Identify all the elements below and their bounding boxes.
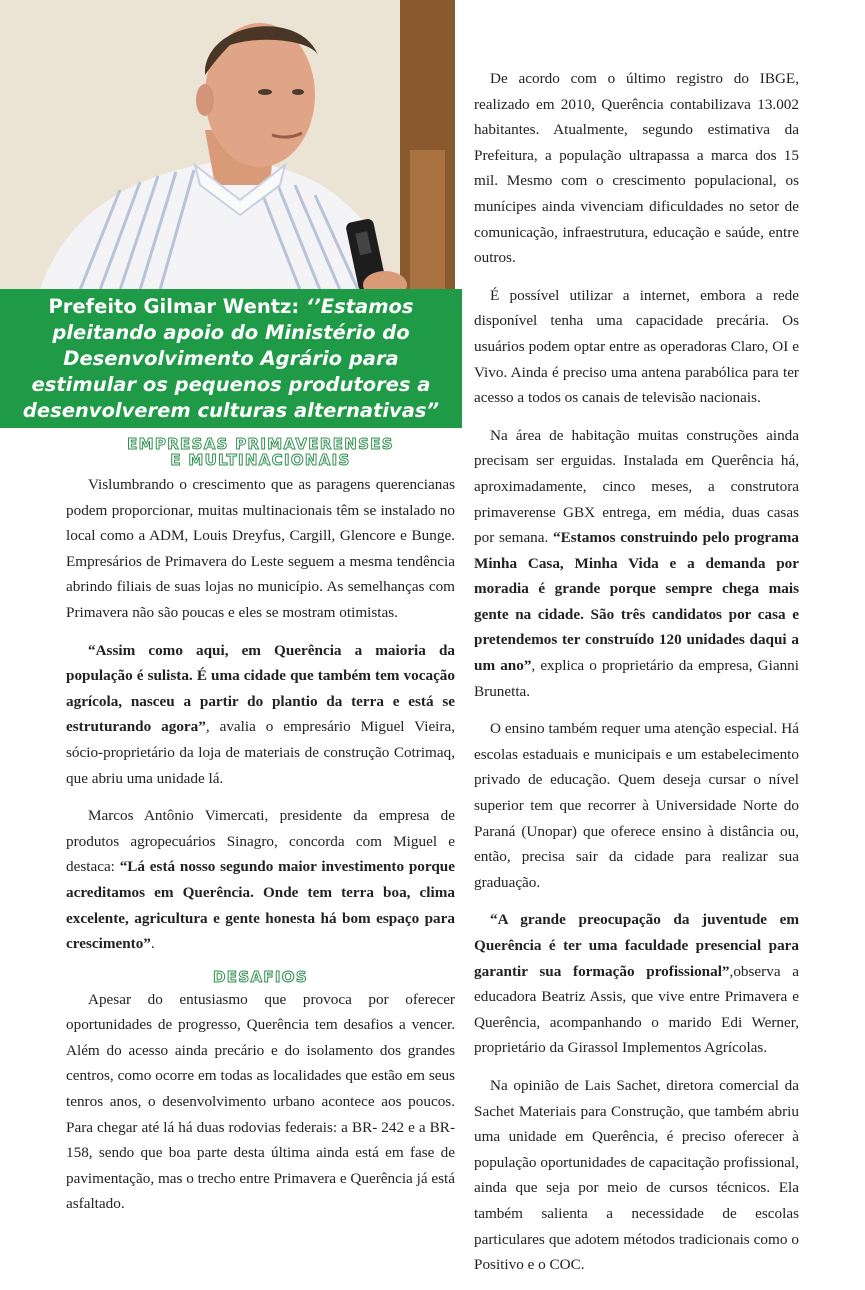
quote-text: “Assim como aqui, em Querência a maioria da população é sulista. É uma cidade que também tem vocação agrícola, nasceu a partir do plantio da terra e está se estruturando agora” xyxy=(66,641,455,736)
mayor-photo xyxy=(0,0,455,290)
paragraph xyxy=(66,638,455,792)
caption-lead: Prefeito Gilmar Wentz: xyxy=(48,294,300,318)
left-column xyxy=(66,436,455,1229)
paragraph: Na opinião de Lais Sachet, diretora comercial da Sachet Materiais para Construção, que também abriu uma unidade em Querência, é preciso oferecer à população oportunidades de capacitação profissional, ainda que seja por meio de cursos técnicos. Ela também salienta a necessidade de escolas particulares que adotem métodos tradicionais como o Positivo e o COC. xyxy=(474,1076,799,1274)
paragraph: Vislumbrando o crescimento que as paragens querencianas podem proporcionar, muitas multinacionais têm se instalado no local como a ADM, Louis Dreyfus, Cargill, Glencore e Bunge. Empresários de Primavera do Leste seguem a mesma tendência abrindo filiais de suas lojas no município. As semelhanças com Primavera não são poucas e eles se mostram otimistas. xyxy=(66,476,455,621)
paragraph xyxy=(474,907,799,1061)
paragraph-text: . xyxy=(150,935,155,953)
paragraph-text: Marcos Antônio Vimercati, presidente da empresa de produtos agropecuários Sinagro, concorda com Miguel e destaca: xyxy=(66,807,455,876)
paragraph-text: , avalia o empresário Miguel Vieira, sócio-proprietário da loja de materiais de construção Cotrimaq, que abriu uma unidade lá. xyxy=(66,718,455,787)
quote-text: “Estamos construindo pelo programa Minha Casa, Minha Vida e a demanda por moradia é grande porque sempre chega mais gente na cidade. São três candidatos por casa e pretendemos ter construído 120 unidades daqui a um ano” xyxy=(474,529,799,675)
paragraph-text: , explica o proprietário da empresa, Gianni Brunetta. xyxy=(474,657,799,700)
right-column xyxy=(474,66,799,1290)
caption-box xyxy=(0,289,462,428)
portrait-photo-icon xyxy=(0,0,455,290)
paragraph: É possível utilizar a internet, embora a rede disponível tenha uma capacidade precária. Os usuários podem optar entre as operadoras Claro, OI e Vivo. Ainda é preciso uma antena parabólica para ter acesso a todos os canais de televisão nacionais. xyxy=(474,286,799,407)
section-heading-empresas xyxy=(66,436,455,468)
heading-line-2: E MULTINACIONAIS xyxy=(170,451,351,469)
paragraph-text: ,observa a educadora Beatriz Assis, que vive entre Primavera e Querência, acompanhando o marido Edi Werner, proprietário da Girassol Implementos Agrícolas. xyxy=(474,962,799,1057)
quote-text: “Lá está nosso segundo maior investimento porque acreditamos em Querência. Onde tem terra boa, clima excelente, agricultura e gente honesta há bom espaço para crescimento” xyxy=(66,858,455,953)
paragraph: Apesar do entusiasmo que provoca por oferecer oportunidades de progresso, Querência tem desafios a vencer. Além do acesso ainda precário e do isolamento dos grandes centros, como ocorre em todas as localidades que estão em seus tenros anos, o desenvolvimento urbano acontece aos poucos. Para chegar até lá há duas rodovias federais: a BR- 242 e a BR-158, sendo que boa parte desta última ainda está em fase de pavimentação, mas o trecho entre Primavera e Querência já está asfaltado. xyxy=(66,990,455,1213)
caption-quote: ‘’Estamos pleitando apoio do Ministério do Desenvolvimento Agrário para estimular os pequenos produtores a desenvolverem culturas alternativas” xyxy=(22,294,440,422)
paragraph xyxy=(66,803,455,957)
paragraph: De acordo com o último registro do IBGE, realizado em 2010, Querência contabilizava 13.002 habitantes. Atualmente, segundo estimativa da Prefeitura, a população ultrapassa a marca dos 15 mil. Mesmo com o crescimento populacional, os munícipes ainda vivenciam dificuldades no setor de comunicação, infraestrutura, educação e saúde, entre outros. xyxy=(474,70,799,267)
paragraph xyxy=(474,423,799,705)
photo-caption xyxy=(14,294,448,424)
section-heading-desafios: DESAFIOS xyxy=(213,967,308,986)
quote-text: “A grande preocupação da juventude em Querência é ter uma faculdade presencial para garantir sua formação profissional” xyxy=(474,911,799,980)
paragraph-text: Na área de habitação muitas construções ainda precisam ser erguidas. Instalada em Querência há, aproximadamente, cinco meses, a construtora primaverense GBX entrega, em média, duas casas por semana. xyxy=(474,426,799,547)
paragraph: O ensino também requer uma atenção especial. Há escolas estaduais e municipais e um estabelecimento privado de educação. Quem deseja cursar o nível superior tem que recorrer à Universidade Norte do Paraná (Unopar) que oferece ensino à distância ou, então, precisa sair da cidade para realizar sua graduação. xyxy=(474,720,799,891)
heading-line-1: EMPRESAS PRIMAVERENSES xyxy=(127,435,394,453)
